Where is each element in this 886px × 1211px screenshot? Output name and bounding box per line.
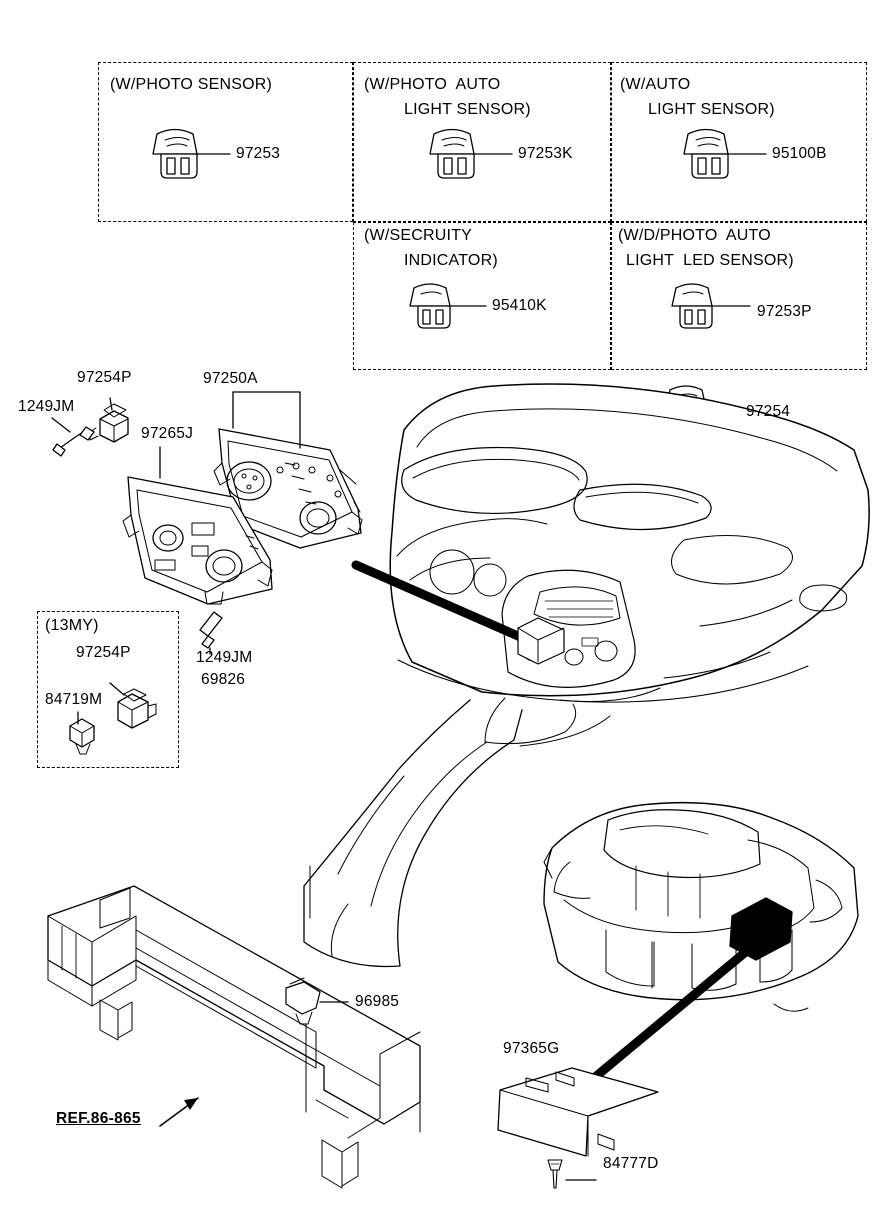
- group-title-auto-light-sensor-line1: (W/AUTO: [620, 76, 691, 93]
- group-title-d-photo-auto-light-led-sensor-line2: LIGHT LED SENSOR): [626, 252, 794, 269]
- callout-97253K: 97253K: [518, 145, 573, 162]
- callout-69826: 69826: [201, 671, 246, 688]
- group-title-security-indicator-line1: (W/SECRUITY: [364, 227, 472, 244]
- part-icon-97253P: [672, 284, 712, 328]
- part-1249JM-screw-lower: [200, 612, 222, 648]
- callout-1249JM-lower: 1249JM: [196, 649, 253, 666]
- group-title-d-photo-auto-light-led-sensor-line1: (W/D/PHOTO AUTO: [618, 227, 771, 244]
- callout-97250A: 97250A: [203, 370, 258, 387]
- part-97365G-module: [498, 1068, 658, 1156]
- part-icon-95100B: [684, 130, 728, 179]
- callout-97254: 97254: [746, 403, 791, 420]
- callout-1249JM-upper: 1249JM: [18, 398, 75, 415]
- group-title-13my: (13MY): [45, 617, 99, 634]
- ref-arrow: [160, 1098, 198, 1126]
- group-title-photo-auto-light-sensor-line1: (W/PHOTO AUTO: [364, 76, 501, 93]
- part-84719M-clip: [70, 719, 94, 754]
- part-icon-95410K: [410, 284, 450, 328]
- group-title-auto-light-sensor-line2: LIGHT SENSOR): [648, 101, 775, 118]
- callout-96985: 96985: [355, 993, 400, 1010]
- group-title-photo-auto-light-sensor-line2: LIGHT SENSOR): [404, 101, 531, 118]
- bumper-reinforcement-beam: [48, 886, 420, 1188]
- part-84777D-screw: [548, 1160, 562, 1188]
- callout-97265J: 97265J: [141, 425, 194, 442]
- callout-97254P-upper: 97254P: [77, 369, 132, 386]
- callout-95410K: 95410K: [492, 297, 547, 314]
- part-icon-97253K: [430, 130, 474, 179]
- callout-reference-86-865: REF.86-865: [56, 1110, 141, 1127]
- callout-97254P-13my: 97254P: [76, 644, 131, 661]
- part-icon-97253: [153, 130, 197, 179]
- callout-95100B: 95100B: [772, 145, 827, 162]
- callout-84777D: 84777D: [603, 1155, 659, 1172]
- part-97254P-switch-upper: [90, 404, 128, 442]
- hvac-unit-assembly: [544, 803, 858, 1012]
- callout-97365G: 97365G: [503, 1040, 560, 1057]
- callout-97253P: 97253P: [757, 303, 812, 320]
- group-title-photo-sensor: (W/PHOTO SENSOR): [110, 76, 273, 93]
- callout-97253: 97253: [236, 145, 281, 162]
- group-title-security-indicator-line2: INDICATOR): [404, 252, 498, 269]
- callout-84719M: 84719M: [45, 691, 103, 708]
- part-1249JM-screw-upper: [53, 427, 94, 456]
